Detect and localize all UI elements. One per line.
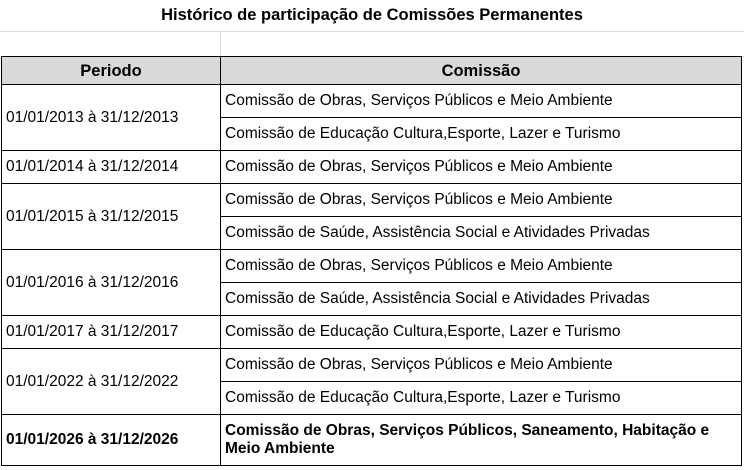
period-cell: 01/01/2013 à 31/12/2013 [2,85,221,151]
commission-cell: Comissão de Obras, Serviços Públicos e Meio Ambiente [221,184,742,217]
table-row [2,151,742,184]
commissions-history-table [1,56,742,466]
table-row [2,349,742,382]
commission-cell: Comissão de Saúde, Assistência Social e Atividades Privadas [221,283,742,316]
period-cell: 01/01/2017 à 31/12/2017 [2,316,221,349]
period-cell: 01/01/2014 à 31/12/2014 [2,151,221,184]
table-row [2,250,742,283]
commission-cell: Comissão de Obras, Serviços Públicos e Meio Ambiente [221,151,742,184]
period-cell: 01/01/2015 à 31/12/2015 [2,184,221,250]
commission-cell: Comissão de Educação Cultura,Esporte, Lazer e Turismo [221,382,742,415]
commission-cell: Comissão de Educação Cultura,Esporte, Lazer e Turismo [221,316,742,349]
column-header-period: Periodo [2,57,221,85]
table-row [2,85,742,118]
commission-cell: Comissão de Educação Cultura,Esporte, Lazer e Turismo [221,118,742,151]
table-body [2,85,742,466]
sheet-title: Histórico de participação de Comissões Permanentes [0,0,744,32]
gridline [220,31,221,56]
table-row [2,415,742,466]
table-row [2,184,742,217]
blank-row [0,31,744,57]
commission-cell: Comissão de Obras, Serviços Públicos, Saneamento, Habitação e Meio Ambiente [221,415,742,466]
commission-cell: Comissão de Saúde, Assistência Social e Atividades Privadas [221,217,742,250]
commission-cell: Comissão de Obras, Serviços Públicos e Meio Ambiente [221,250,742,283]
table-header-row [2,57,742,85]
period-cell: 01/01/2022 à 31/12/2022 [2,349,221,415]
column-header-commission: Comissão [221,57,742,85]
period-cell: 01/01/2026 à 31/12/2026 [2,415,221,466]
period-cell: 01/01/2016 à 31/12/2016 [2,250,221,316]
table-row [2,316,742,349]
commission-cell: Comissão de Obras, Serviços Públicos e Meio Ambiente [221,85,742,118]
commission-cell: Comissão de Obras, Serviços Públicos e Meio Ambiente [221,349,742,382]
